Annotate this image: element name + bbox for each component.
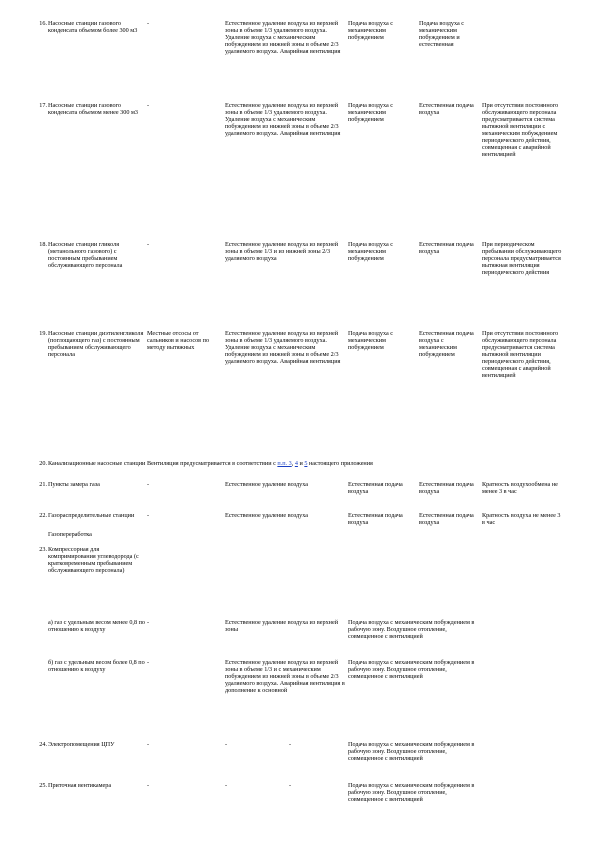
supply-alt-cell: Подача воздуха с механическим побуждением и естественная [419, 20, 465, 48]
room-name: Компрессорная для компримирования углеводорода (с кратковременным пребыванием обслуживающего персонала) [48, 546, 139, 574]
reference-link-4[interactable]: 4 [294, 460, 298, 467]
row-number: 18. [39, 241, 47, 248]
exhaust-extra-cell: - [289, 782, 292, 789]
exhaust-cell: Естественное удаление воздуха [225, 481, 309, 488]
supply-cell: Естественная подача воздуха [348, 512, 403, 526]
reference-separator: , [291, 460, 294, 467]
supply-cell: Естественная подача воздуха [348, 481, 403, 495]
local-exhaust-cell: - [147, 481, 150, 488]
exhaust-cell: Естественное удаление воздуха из верхней зоны в объеме 1/3 удаляемого воздуха. Удаление воздуха с механическим побуждением из нижней зоны в объеме 2/3 удаляемого воздуха. Аварийная вентиляция [225, 20, 341, 55]
exhaust-cell: - [225, 782, 228, 789]
exhaust-cell: Естественное удаление воздуха из верхней зоны в объеме 1/3 и с механическим побуждением из нижней зоны в объеме 2/3 удаляемого воздуха. Аварийная вентиляция в дополнение к основной [225, 659, 345, 694]
room-name: Электропомещения ЦПУ [48, 741, 115, 748]
local-exhaust-cell: - [147, 659, 150, 666]
row-number: 16. [39, 20, 47, 27]
reference-separator: и [299, 460, 303, 467]
supply-alt-cell: Естественная подача воздуха с механическим побуждением [419, 330, 474, 358]
supply-alt-cell: Естественная подача воздуха [419, 512, 474, 526]
ventilation-reference [147, 460, 477, 467]
local-exhaust-cell: - [147, 512, 150, 519]
reference-text-before: Вентиляция предусматривается в соответствии с [147, 460, 276, 467]
row-number: 24. [39, 741, 47, 748]
local-exhaust-cell: - [147, 619, 150, 626]
note-cell: Кратность воздухообмена не менее 3 в час [482, 481, 558, 495]
note-cell: Кратность воздуха не менее 3 в час [482, 512, 561, 526]
local-exhaust-cell: - [147, 20, 150, 27]
reference-link-5[interactable]: 5 [304, 460, 308, 467]
supply-cell: Подача воздуха с механическим побуждением в рабочую зону. Воздушное отопление, совмещенное с вентиляцией [348, 782, 475, 803]
room-name: Пункты замера газа [48, 481, 100, 488]
supply-cell: Подача воздуха с механическим побуждением [348, 241, 394, 262]
subrow-name: б) газ с удельным весом более 0,8 по отношению к воздуху [48, 659, 145, 673]
row-number: 23. [39, 546, 47, 553]
supply-alt-cell: Естественная подача воздуха [419, 241, 474, 255]
room-name: Приточная вентикамера [48, 782, 112, 789]
exhaust-cell: Естественное удаление воздуха из верхней зоны в объеме 1/3 удаляемого воздуха. Удаление воздуха с механическим побуждением из нижней зоны в объеме 2/3 удаляемого воздуха. Аварийная вентиляция [225, 330, 341, 365]
room-name: Насосные станции газового конденсата объемом менее 300 м3 [48, 102, 139, 116]
room-name: Канализационные насосные станции [48, 460, 146, 467]
exhaust-extra-cell: - [289, 741, 292, 748]
exhaust-cell: Естественное удаление воздуха из верхней зоны в объеме 1/3 удаляемого воздуха. Удаление воздуха с механическим побуждением из нижней зоны в объеме 2/3 удаляемого воздуха. Аварийная вентиляция [225, 102, 341, 137]
subrow-name: а) газ с удельным весом менее 0,8 по отношению к воздуху [48, 619, 146, 633]
row-number: 21. [39, 481, 47, 488]
row-number: 25. [39, 782, 47, 789]
reference-text-after: настоящего приложения [308, 460, 373, 467]
exhaust-cell: Естественное удаление воздуха [225, 512, 309, 519]
note-cell: При отсутствии постоянного обслуживающего персонала предусматривается система вытяжной вентиляции периодического действия, совмещенная с аварийной вентиляцией [482, 330, 559, 379]
note-cell: При периодическом пребывании обслуживающего персонала предусматривается вытяжная вентиляция периодического действия [482, 241, 562, 276]
supply-cell: Подача воздуха с механическим побуждением [348, 102, 394, 123]
local-exhaust-cell: - [147, 741, 150, 748]
supply-cell: Подача воздуха с механическим побуждением [348, 20, 394, 41]
exhaust-cell: Естественное удаление воздуха из верхней зоны в объеме 1/3 и из нижней зоны 2/3 удаляемого воздуха [225, 241, 339, 262]
reference-link-3[interactable]: п.п. 3 [277, 460, 292, 467]
room-name: Насосные станции гликоля (метанольного газового) с постоянным пребыванием обслуживающего персонала [48, 241, 123, 269]
local-exhaust-cell: - [147, 241, 150, 248]
supply-alt-cell: Естественная подача воздуха [419, 102, 474, 116]
note-cell: При отсутствии постоянного обслуживающего персонала предусматривается система вытяжной вентиляции с механическим побуждением периодического действия, совмещенная с аварийной вентиляцией [482, 102, 559, 158]
row-number: 17. [39, 102, 47, 109]
supply-cell: Подача воздуха с механическим побуждением в рабочую зону. Воздушное отопление, совмещенное с вентиляцией [348, 741, 475, 762]
supply-alt-cell: Естественная подача воздуха [419, 481, 474, 495]
section-heading: Газопереработка [48, 531, 92, 538]
row-number: 19. [39, 330, 47, 337]
room-name: Газораспределительные станции [48, 512, 135, 519]
supply-cell: Подача воздуха с механическим побуждением [348, 330, 394, 351]
local-exhaust-cell: - [147, 782, 150, 789]
exhaust-cell: Естественное удаление воздуха из верхней зоны [225, 619, 339, 633]
local-exhaust-cell: Местные отсосы от сальников и насосов по методу вытяжных [147, 330, 210, 351]
supply-cell: Подача воздуха с механическим побуждением в рабочую зону. Воздушное отопление, совмещенное с вентиляцией [348, 619, 475, 640]
room-name: Насосные станции газового конденсата объемом более 300 м3 [48, 20, 138, 34]
row-number: 20. [39, 460, 47, 467]
room-name: Насосные станции диэтиленгликоля (поглощающего газ) с постоянным пребыванием обслуживающего персонала [48, 330, 144, 358]
exhaust-cell: - [225, 741, 228, 748]
local-exhaust-cell: - [147, 102, 150, 109]
supply-cell: Подача воздуха с механическим побуждением в рабочую зону. Воздушное отопление, совмещенное с вентиляцией [348, 659, 475, 680]
row-number: 22. [39, 512, 47, 519]
